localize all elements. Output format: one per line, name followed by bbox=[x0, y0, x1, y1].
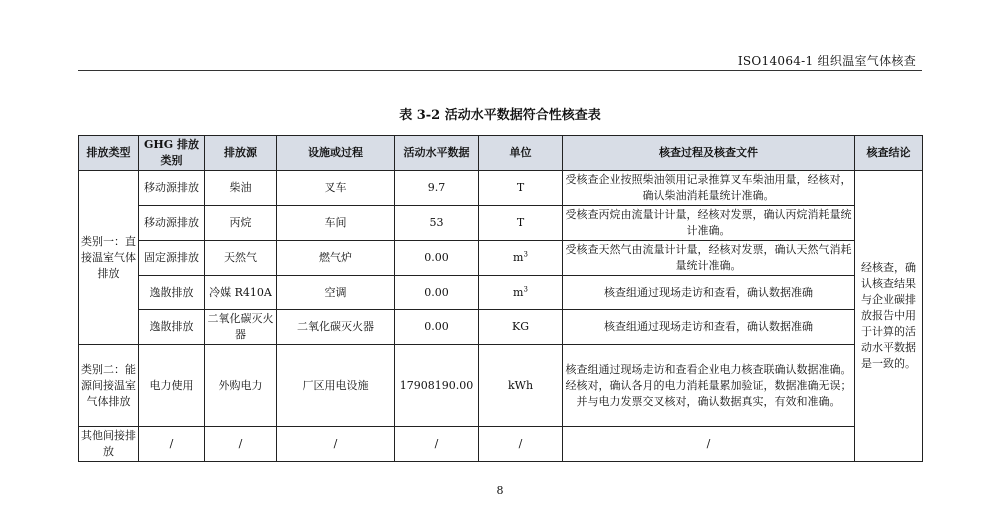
table-row bbox=[79, 171, 923, 206]
facility-cell: 车间 bbox=[277, 206, 395, 241]
category-cell: 其他间接排放 bbox=[79, 427, 139, 462]
source-cell: / bbox=[205, 427, 277, 462]
ghg-category-cell: 电力使用 bbox=[139, 345, 205, 427]
process-cell: 核查组通过现场走访和查看，确认数据准确 bbox=[563, 276, 855, 310]
unit-text: m bbox=[513, 251, 524, 264]
facility-cell: 叉车 bbox=[277, 171, 395, 206]
process-cell: / bbox=[563, 427, 855, 462]
value-cell: 9.7 bbox=[395, 171, 479, 206]
unit-cell: KG bbox=[479, 310, 563, 345]
table-row bbox=[79, 345, 923, 427]
table-row bbox=[79, 276, 923, 310]
unit-text: m bbox=[513, 285, 524, 299]
source-cell: 冷媒 R410A bbox=[205, 276, 277, 310]
source-cell: 二氧化碳灭火器 bbox=[205, 310, 277, 345]
category-cell: 类别一：直接温室气体排放 bbox=[79, 171, 139, 345]
category-cell: 类别二：能源间接温室气体排放 bbox=[79, 345, 139, 427]
col-header-emission-source: 排放源 bbox=[205, 136, 277, 171]
table-header-row bbox=[79, 136, 923, 171]
unit-cell bbox=[479, 276, 563, 310]
ghg-category-cell: 逸散排放 bbox=[139, 310, 205, 345]
process-cell: 核查组通过现场走访和查看，确认数据准确 bbox=[563, 310, 855, 345]
col-header-ghg-category: GHG 排放类别 bbox=[139, 136, 205, 171]
unit-cell: T bbox=[479, 206, 563, 241]
col-header-activity-data: 活动水平数据 bbox=[395, 136, 479, 171]
source-cell: 丙烷 bbox=[205, 206, 277, 241]
value-cell: 0.00 bbox=[395, 310, 479, 345]
facility-cell: 燃气炉 bbox=[277, 241, 395, 276]
source-cell: 外购电力 bbox=[205, 345, 277, 427]
ghg-category-cell: 移动源排放 bbox=[139, 171, 205, 206]
col-header-process: 核查过程及核查文件 bbox=[563, 136, 855, 171]
facility-cell: 二氧化碳灭火器 bbox=[277, 310, 395, 345]
process-cell: 受核查丙烷由流量计计量，经核对发票，确认丙烷消耗量统计准确。 bbox=[563, 206, 855, 241]
col-header-conclusion: 核查结论 bbox=[855, 136, 923, 171]
source-cell: 天然气 bbox=[205, 241, 277, 276]
value-cell: / bbox=[395, 427, 479, 462]
activity-data-table bbox=[78, 135, 923, 462]
ghg-category-cell: 移动源排放 bbox=[139, 206, 205, 241]
unit-superscript: 3 bbox=[523, 250, 528, 259]
unit-cell bbox=[479, 241, 563, 276]
table-row bbox=[79, 206, 923, 241]
unit-cell: kWh bbox=[479, 345, 563, 427]
col-header-emission-type: 排放类型 bbox=[79, 136, 139, 171]
table-row bbox=[79, 427, 923, 462]
facility-cell: 空调 bbox=[277, 276, 395, 310]
table-title: 表 3-2 活动水平数据符合性核查表 bbox=[399, 108, 601, 123]
ghg-category-cell: / bbox=[139, 427, 205, 462]
table-row bbox=[79, 310, 923, 345]
process-cell: 核查组通过现场走访和查看企业电力核查联确认数据准确。经核对，确认各月的电力消耗量累加验证，数据准确无误；并与电力发票交叉核对，确认数据真实，有效和准确。 bbox=[563, 345, 855, 427]
process-cell: 受核查企业按照柴油领用记录推算叉车柴油用量，经核对，确认柴油消耗量统计准确。 bbox=[563, 171, 855, 206]
value-cell: 0.00 bbox=[395, 241, 479, 276]
value-cell: 53 bbox=[395, 206, 479, 241]
col-header-unit: 单位 bbox=[479, 136, 563, 171]
col-header-facility: 设施或过程 bbox=[277, 136, 395, 171]
facility-cell: / bbox=[277, 427, 395, 462]
document-header: ISO14064-1 组织温室气体核查 bbox=[737, 54, 916, 68]
header-divider bbox=[78, 70, 922, 71]
unit-superscript: 3 bbox=[523, 284, 528, 293]
unit-cell: / bbox=[479, 427, 563, 462]
value-cell: 17908190.00 bbox=[395, 345, 479, 427]
source-cell: 柴油 bbox=[205, 171, 277, 206]
facility-cell: 厂区用电设施 bbox=[277, 345, 395, 427]
ghg-category-cell: 固定源排放 bbox=[139, 241, 205, 276]
conclusion-cell: 经核查，确认核查结果与企业碳排放报告中用于计算的活动水平数据是一致的。 bbox=[855, 171, 923, 462]
ghg-category-cell: 逸散排放 bbox=[139, 276, 205, 310]
table-row bbox=[79, 241, 923, 276]
value-cell: 0.00 bbox=[395, 276, 479, 310]
page-number: 8 bbox=[496, 484, 504, 497]
unit-cell: T bbox=[479, 171, 563, 206]
process-cell: 受核查天然气由流量计计量，经核对发票，确认天然气消耗量统计准确。 bbox=[563, 241, 855, 276]
